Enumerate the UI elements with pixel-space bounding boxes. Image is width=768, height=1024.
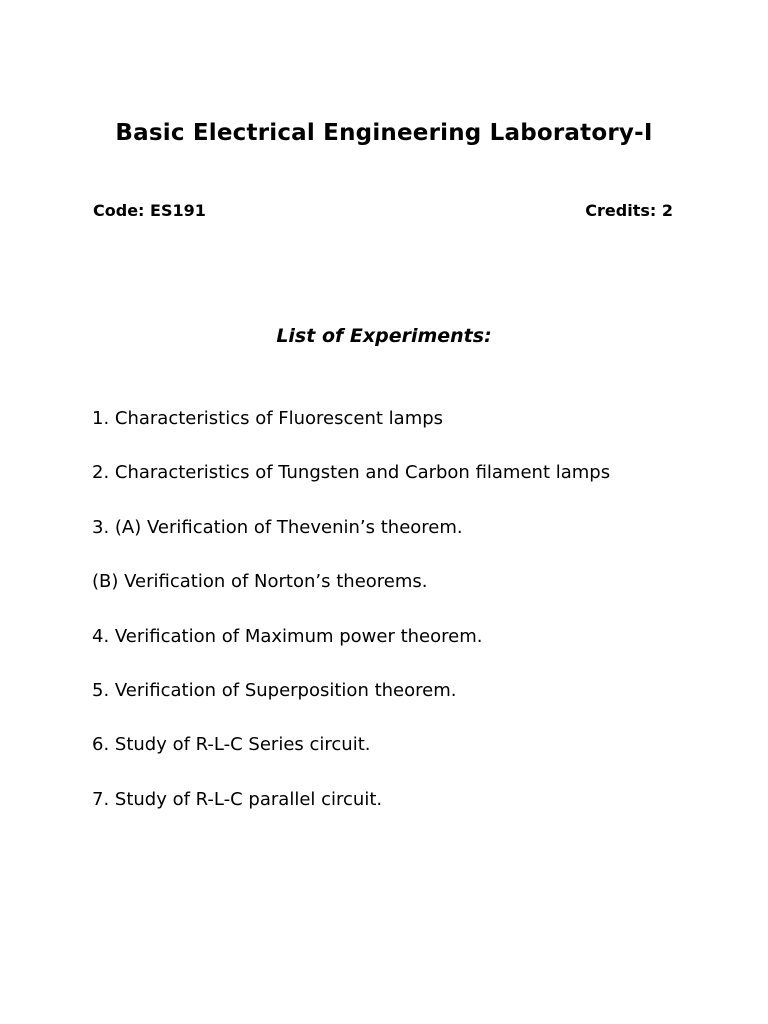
experiment-item: 6. Study of R-L-C Series circuit. bbox=[92, 734, 371, 756]
experiment-item: 2. Characteristics of Tungsten and Carbon filament lamps bbox=[92, 462, 611, 484]
experiment-item: (B) Verification of Norton’s theorems. bbox=[92, 571, 428, 593]
experiment-item: 3. (A) Verification of Thevenin’s theorem. bbox=[92, 516, 463, 538]
experiments-heading: List of Experiments: bbox=[276, 325, 492, 347]
experiment-item: 5. Verification of Superposition theorem. bbox=[92, 679, 457, 701]
course-code: Code: ES191 bbox=[93, 201, 206, 220]
course-meta bbox=[93, 201, 673, 225]
experiment-item: 4. Verification of Maximum power theorem. bbox=[92, 625, 483, 647]
course-credits: Credits: 2 bbox=[585, 201, 673, 220]
experiment-item: 1. Characteristics of Fluorescent lamps bbox=[92, 408, 444, 429]
experiments-list bbox=[92, 405, 732, 840]
experiment-item: 7. Study of R-L-C parallel circuit. bbox=[92, 788, 383, 810]
page-title: Basic Electrical Engineering Laboratory-I bbox=[115, 120, 653, 146]
